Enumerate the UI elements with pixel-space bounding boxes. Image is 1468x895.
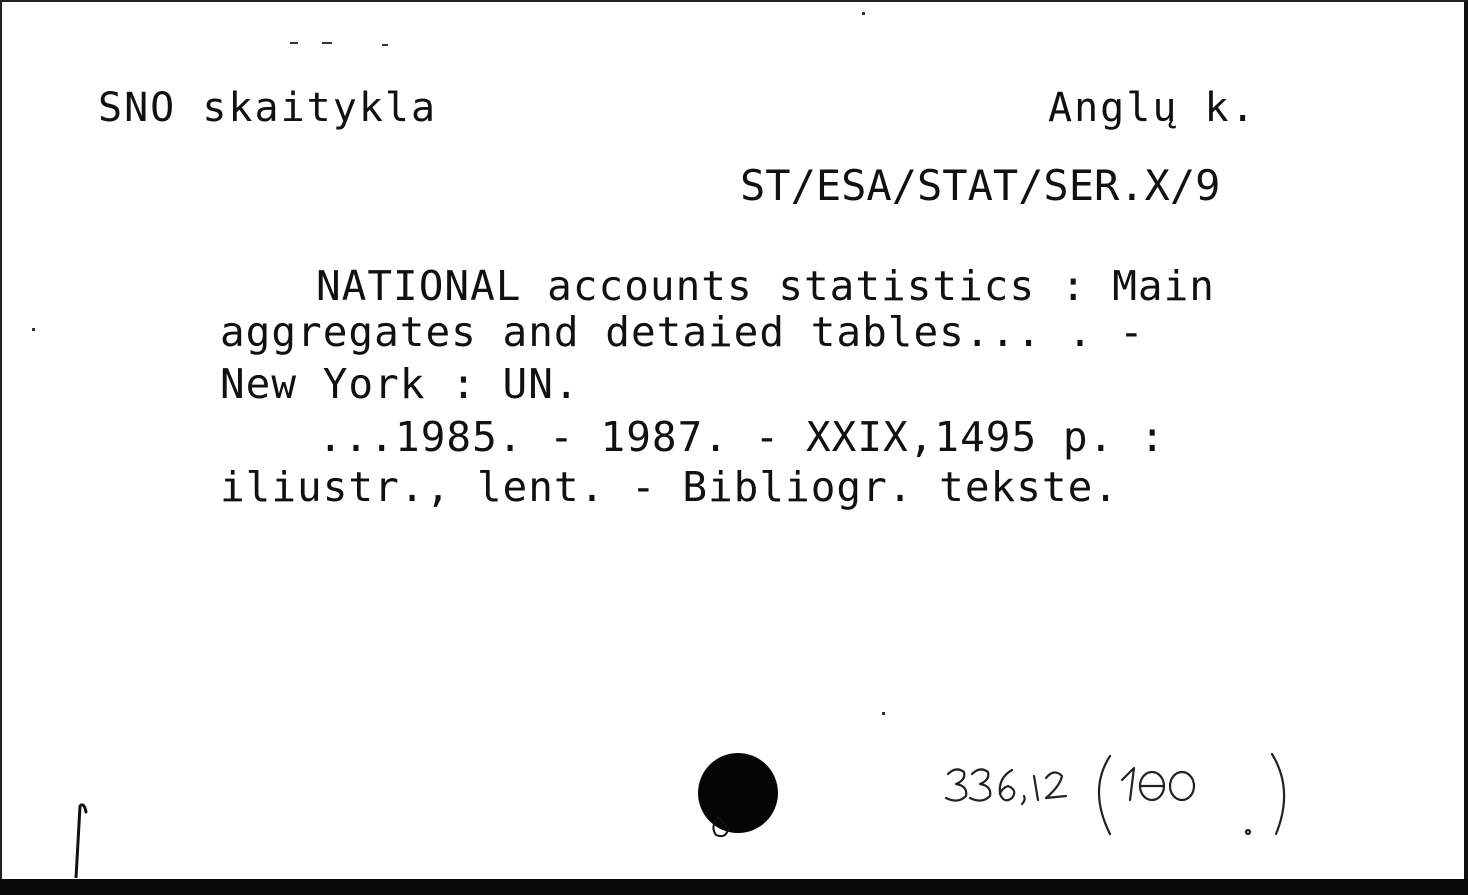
language-label: Anglų k. (1048, 85, 1257, 131)
speck (290, 42, 298, 44)
description-line: iliustr., lent. - Bibliogr. tekste. (220, 463, 1119, 511)
speck (322, 42, 332, 44)
speck (862, 12, 865, 15)
edition-line: ...1985. - 1987. - XXIX,1495 p. : (318, 413, 1166, 461)
title-line-2: aggregates and detaied tables... . - (220, 308, 1145, 356)
speck (382, 44, 388, 46)
punch-hole-icon (696, 753, 780, 837)
handwritten-classification (942, 750, 1302, 840)
speck (882, 712, 885, 715)
call-number: ST/ESA/STAT/SER.X/9 (740, 161, 1221, 210)
title-line-1: NATIONAL accounts statistics : Main (316, 262, 1215, 310)
speck (32, 328, 35, 331)
pencil-mark-icon (64, 798, 94, 878)
location-label: SNO skaitykla (98, 85, 438, 131)
publisher-line: New York : UN. (220, 360, 580, 408)
scan-border (0, 879, 1468, 895)
